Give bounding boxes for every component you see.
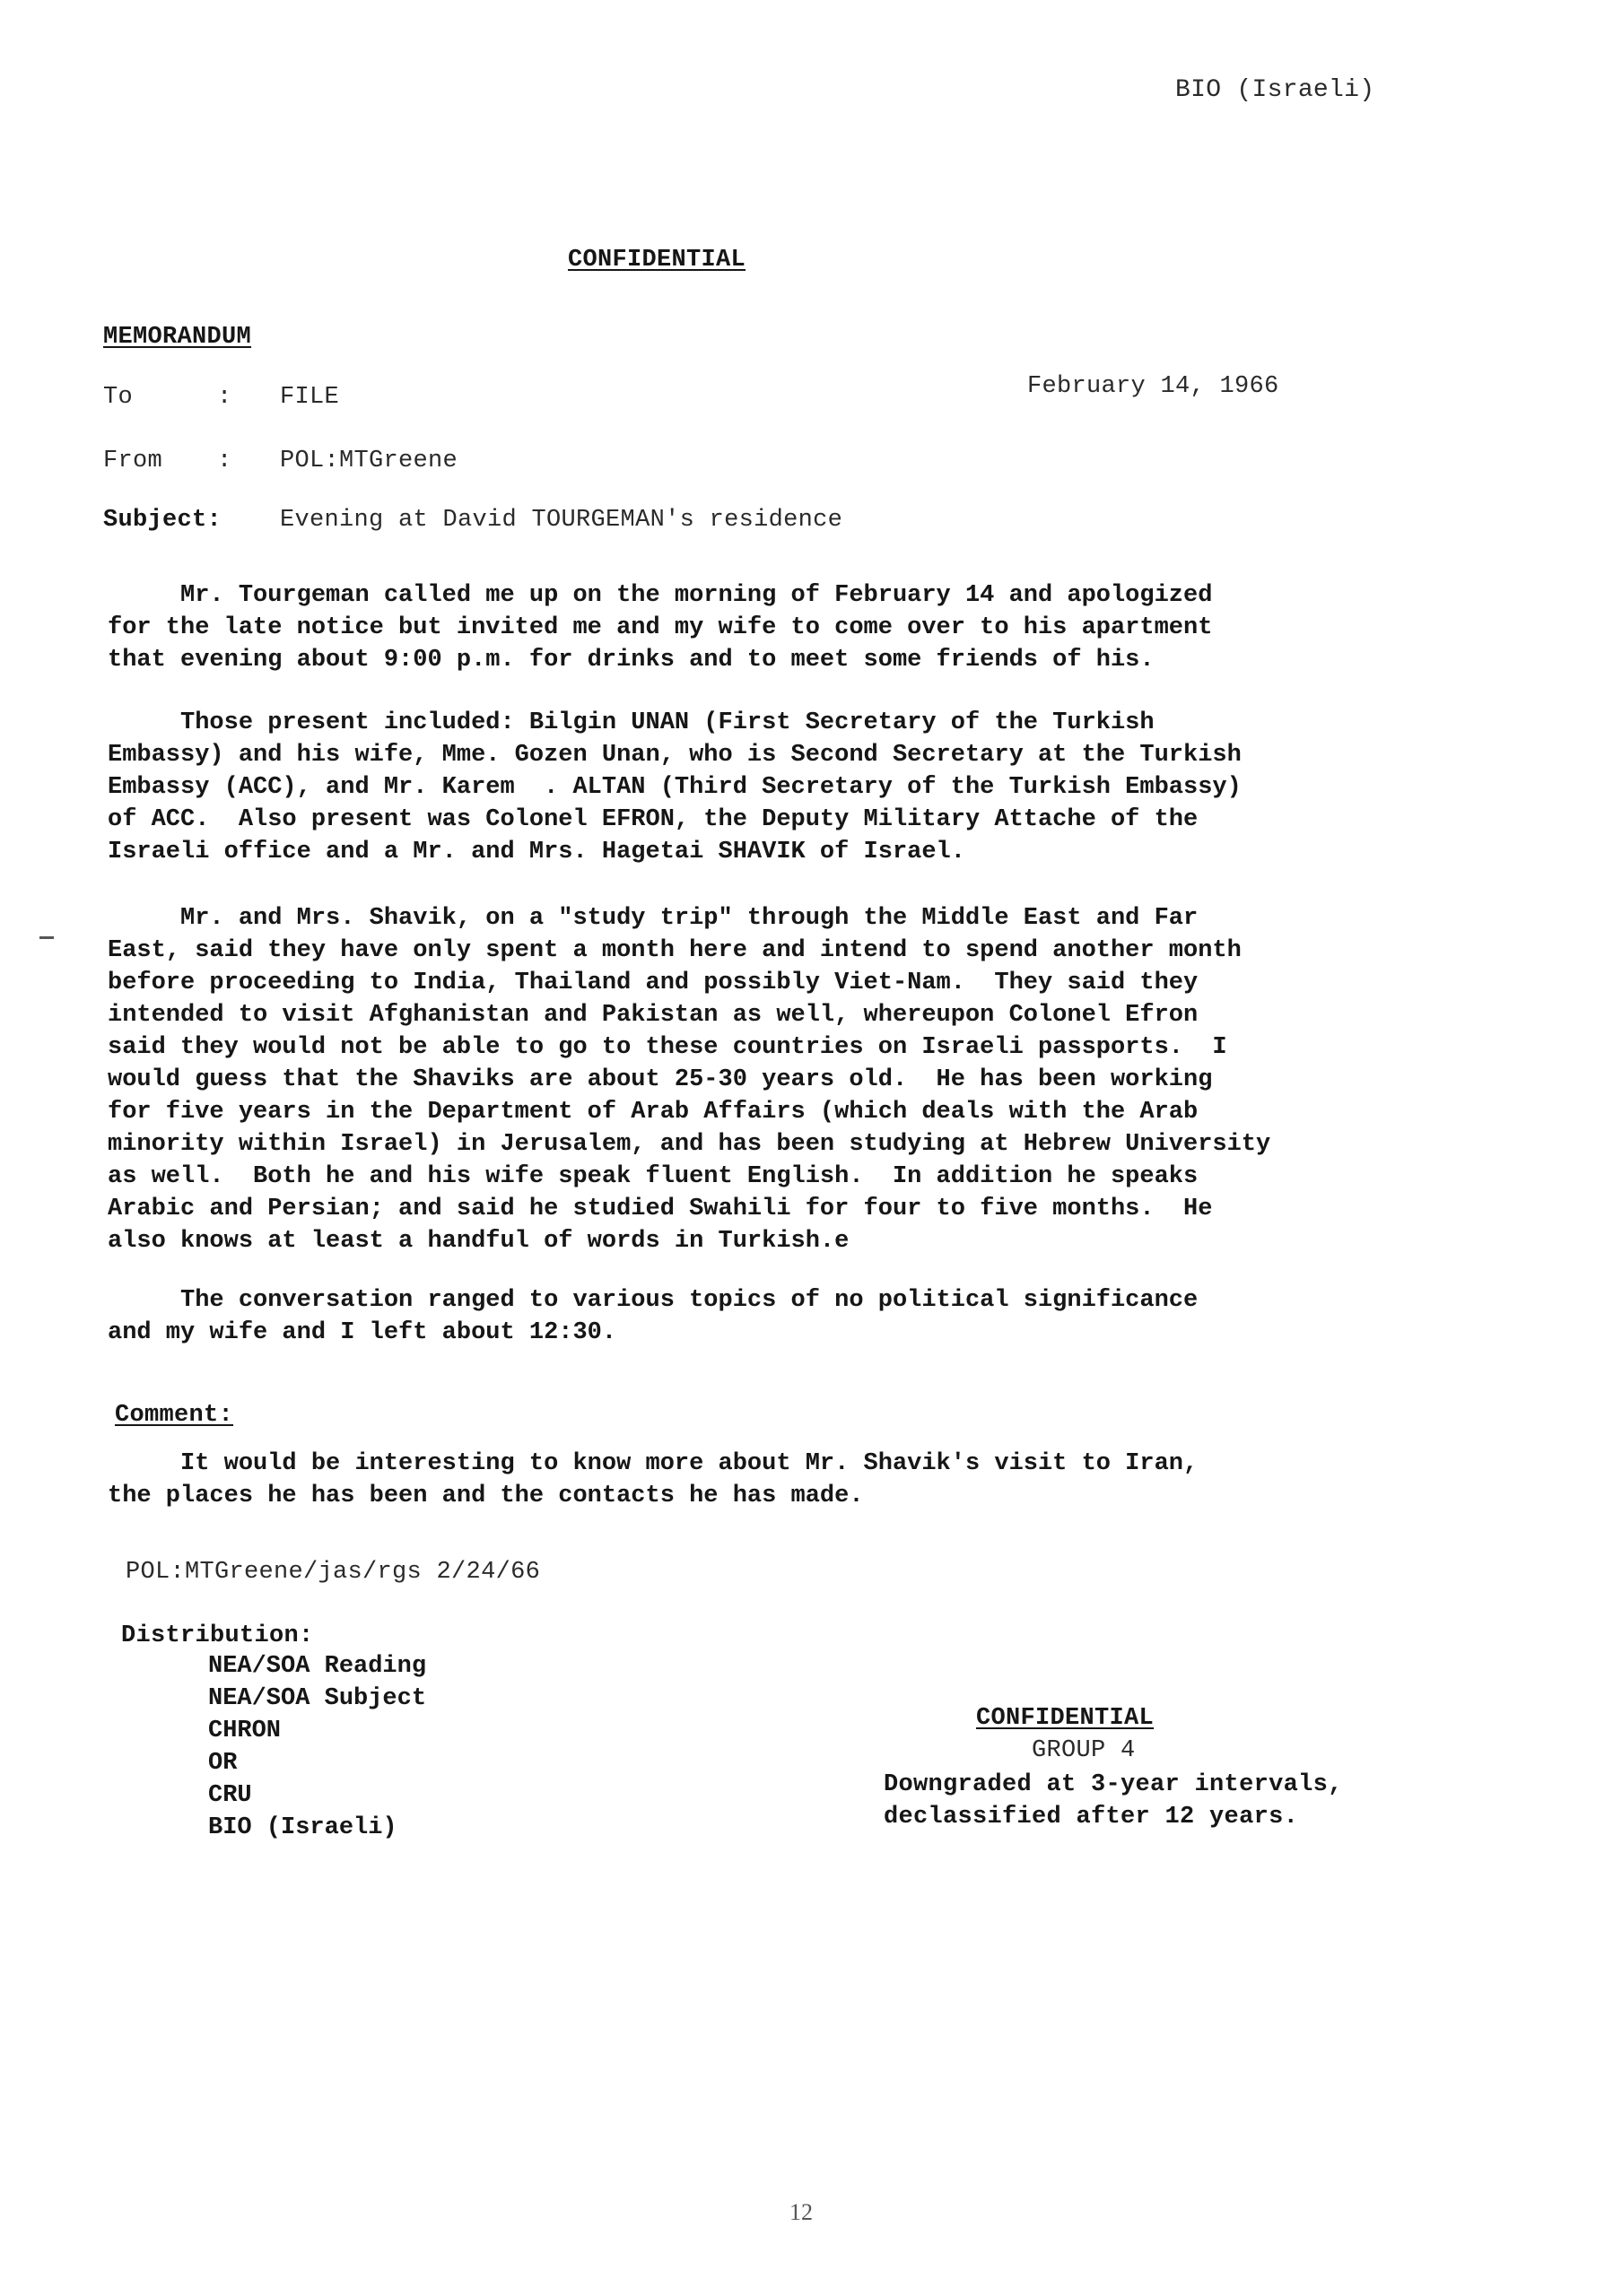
text-line: would guess that the Shaviks are about 25-30 years old. He has been working — [108, 1066, 1213, 1093]
distribution-item: NEA/SOA Reading — [208, 1653, 427, 1680]
text-line: for five years in the Department of Arab Affairs (which deals with the Arab — [108, 1099, 1199, 1126]
memo-type-label: MEMORANDUM — [103, 324, 252, 351]
paragraph-comment — [108, 1448, 1426, 1512]
distribution-item: CRU — [208, 1782, 252, 1809]
to-separator: : — [217, 384, 232, 411]
text-line: Israeli office and a Mr. and Mrs. Hagetai SHAVIK of Israel. — [108, 839, 965, 865]
text-line: and my wife and I left about 12:30. — [108, 1319, 617, 1346]
text-line: East, said they have only spent a month here and intend to spend another month — [108, 937, 1242, 964]
text-line: the places he has been and the contacts he has made. — [108, 1483, 864, 1509]
text-line: minority within Israel) in Jerusalem, and has been studying at Hebrew University — [108, 1131, 1271, 1158]
comment-label: Comment: — [115, 1402, 234, 1429]
text-line: of ACC. Also present was Colonel EFRON, the Deputy Military Attache of the — [108, 806, 1199, 833]
distribution-item: BIO (Israeli) — [208, 1814, 397, 1841]
drafting-initials: POL:MTGreene/jas/rgs 2/24/66 — [126, 1559, 541, 1586]
paragraph-attendees — [108, 707, 1426, 868]
from-label: From — [103, 448, 163, 474]
text-line: that evening about 9:00 p.m. for drinks and to meet some friends of his. — [108, 647, 1155, 674]
paragraph-invitation — [108, 579, 1426, 676]
distribution-item: OR — [208, 1750, 238, 1777]
text-line: before proceeding to India, Thailand and possibly Viet-Nam. They said they — [108, 970, 1199, 996]
classification-group: GROUP 4 — [1032, 1737, 1136, 1764]
text-line: as well. Both he and his wife speak fluent English. In addition he speaks — [108, 1163, 1199, 1190]
downgrade-notice: Downgraded at 3-year intervals, — [884, 1771, 1343, 1798]
distribution-item: NEA/SOA Subject — [208, 1685, 427, 1712]
text-line: for the late notice but invited me and my wife to come over to his apartment — [108, 614, 1213, 641]
to-value: FILE — [280, 384, 340, 411]
subject-label: Subject: — [103, 507, 222, 534]
text-line: said they would not be able to go to these countries on Israeli passports. I — [108, 1034, 1227, 1061]
text-line: Arabic and Persian; and said he studied Swahili for four to five months. He — [108, 1196, 1213, 1222]
text-line: Mr. Tourgeman called me up on the morning of February 14 and apologized — [108, 582, 1213, 609]
text-line: It would be interesting to know more about Mr. Shavik's visit to Iran, — [108, 1450, 1199, 1477]
distribution-list — [208, 1650, 426, 1844]
text-line: intended to visit Afghanistan and Pakistan as well, whereupon Colonel Efron — [108, 1002, 1199, 1029]
text-line: Embassy) and his wife, Mme. Gozen Unan, who is Second Secretary at the Turkish — [108, 742, 1242, 769]
file-tag: BIO (Israeli) — [1175, 76, 1375, 104]
text-line: also knows at least a handful of words in Turkish.e — [108, 1228, 850, 1255]
text-line: Those present included: Bilgin UNAN (First Secretary of the Turkish — [108, 709, 1155, 736]
text-line: The conversation ranged to various topics of no political significance — [108, 1287, 1199, 1314]
paragraph-shavik — [108, 902, 1426, 1257]
text-line: Mr. and Mrs. Shavik, on a "study trip" through the Middle East and Far — [108, 905, 1199, 932]
margin-mark — [39, 936, 54, 939]
distribution-label: Distribution: — [121, 1622, 314, 1649]
classification-bottom: CONFIDENTIAL — [976, 1705, 1155, 1732]
text-line: Embassy (ACC), and Mr. Karem . ALTAN (Third Secretary of the Turkish Embassy) — [108, 774, 1242, 801]
paragraph-conversation — [108, 1284, 1426, 1349]
memo-date: February 14, 1966 — [1027, 373, 1279, 400]
distribution-item: CHRON — [208, 1718, 282, 1744]
subject-value: Evening at David TOURGEMAN's residence — [280, 507, 843, 534]
from-value: POL:MTGreene — [280, 448, 458, 474]
declassify-notice: declassified after 12 years. — [884, 1804, 1299, 1831]
classification-top: CONFIDENTIAL — [568, 247, 746, 274]
from-separator: : — [217, 448, 232, 474]
page-number: 12 — [789, 2199, 813, 2225]
to-label: To — [103, 384, 134, 411]
